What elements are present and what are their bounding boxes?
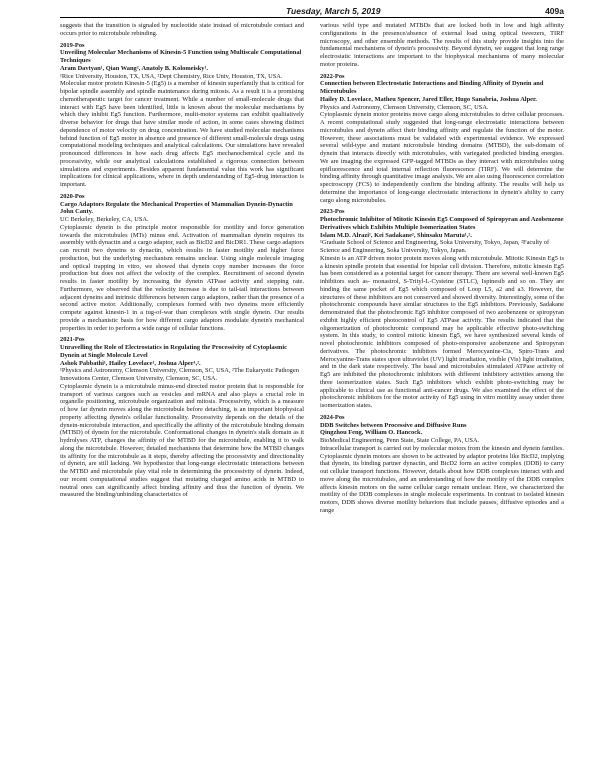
abstract-2020 (60, 193, 304, 333)
continued-text (320, 22, 564, 69)
header-date: Tuesday, March 5, 2019 (286, 6, 381, 16)
abstract-authors: Islam M.D. Alrazi¹, Kei Sadakane², Shinsaku Maruta¹,². (320, 231, 472, 239)
abstract-body: Kinesin is an ATP driven motor protein moves along with microtubule. Mitotic Kinesin Eg5 is a kinesin spindle protein that essential for bipolar cell division. Therefore, mitotic kinesin Eg5 has been considered as a potential target for cancer therapy. There are several well-known Eg5 inhibitors such as- monastrol, S-Trityl-L-Cysteine (STLC), Ispinesib and so on. They are binding the same pocket of Eg5 which composed of Loop L5, a2 and a3. However, the structures of these inhibitors are not conserved and showed diversity. Interestingly, some of the photochromic compounds have similar structures to the Eg5 inhibitors. Previously, Sadakane demonstrated that the photochromic Eg5 inhibitor composed of two azobenzene or spiropyran exhibit highly efficient photocontrol of Eg5 ATPase activity. The results indicated that the oligomerization of photochromic compound may be applicable effective photo-switching system. In this study, to control mitotic kinesin Eg5, we have synthesized several kinds of novel photochromic inhibitors composed of photo-responsive azobenzene and Spiropyran derivatives. The photochromic inhibitors formed Merocyanine-Cis, Spiro-Trans and Merocyanine-Trans states upon ultraviolet (UV) light irradiation, visible (Vis) light irradiation, and in the dark state respectively. The basal and microtubules stimulated ATPase activity of Eg5 are inhibited the photochromic inhibitors with different inhibitory activities among the three isomerization states. Such Eg5 inhibitors which exhibit photo-switching may be applicable to clinical use as functional anti-cancer drugs. We also examined the effect of the photochromic inhibitors for the motor activity of Eg5 using in vitro motility assay under three isomerization states. (320, 254, 564, 409)
abstract-title: Connection between Electrostatic Interactions and Binding Affinity of Dynein and Microtubules (320, 80, 544, 95)
abstract-body: Cytoplasmic dynein motor proteins move cargo along microtubules to drive cellular processes. A recent computational study suggested that long-range electrostatic interactions between microtubules and dynein affect their binding affinity and regulate the function of the motor. However, these associations must be validated with experimental evidence. We expressed several wild-type and mutant microtubule binding domains (MTBD), the sub-domain of dynein that interacts directly with microtubules, with variegated predicted binding energies. We are imaging the expressed GFP-tagged MTBDs as they interact with microtubules using epifluorescence and total internal reflection fluorescence (TIRF). We will determine the binding affinity through quantitative image analysis. We are also using fluorescence correlation spectroscopy (FCS) to independently confirm the binding affinity. The results will help us determine the importance of long-range electrostatic interactions in dynein's ability to carry cargo along microtubules. (320, 111, 564, 204)
abstract-affiliations: UC Berkeley, Berkeley, CA, USA. (60, 216, 149, 223)
abstract-id: 2020-Pos (60, 192, 85, 200)
abstract-title: DDB Switches between Processive and Diffusive Runs (320, 421, 467, 429)
header-rule (60, 17, 564, 18)
continued-text (60, 22, 304, 38)
abstract-id: 2019-Pos (60, 41, 85, 49)
abstract-authors: Ashok Pabbathi¹, Hailey Lovelace¹, Joshua Alper¹,². (60, 359, 201, 367)
abstract-body: Cytoplasmic dynein is a microtubule minus-end directed motor protein that is responsible for transport of various cargoes such as vesicles and mRNA and also plays a crucial role in organelle positioning, microtubule organization and mitosis. Processivity, which is a measure of how far dynein moves along the microtubule before detaching, is an important biophysical property affecting dynein's cellular functionality. Processivity depends on the details of the dynein-microtubule interaction, and specifically the affinity of the microtubule binding domain (MTBD) of dynein for the microtubule. Conformational changes in dynein's stalk domain as it hydrolyses ATP, changes the affinity of the MTBD for the microtubule, enabling it to walk along the microtubule. However, detailed mechanisms that determine how the MTBD changes its affinity for the microtubule as it steps, thereby affecting the processivity and directionality of dynein, are still lacking. We hypothesize that long-range electrostatic interactions between the MTBD and microtubule play vital role in determining the processivity of dynein. Indeed, our recent computational studies suggest that mutating charged amino acids in MTBD to neutral ones can significantly affect binding affinity and thus the function of dynein. We measured the binding/unbinding characteristics of (60, 382, 304, 499)
lead-text: suggests that the transition is signaled by nucleotide state instead of microtubule contact and occurs prior to microtubule rebinding. (60, 22, 304, 37)
abstract-authors: Hailey D. Lovelace, Matheu Spencer, Jared Eller, Hugo Sanabria, Joshua Alper. (320, 95, 537, 103)
abstract-2019 (60, 42, 304, 189)
abstract-authors: Qingzhou Feng, William O. Hancock. (320, 429, 423, 437)
abstract-id: 2022-Pos (320, 72, 345, 80)
abstract-id: 2021-Pos (60, 336, 85, 344)
abstract-body: Molecular motor protein Kinesin-5 (Eg5) is a member of kinesin superfamily that is critical for bipolar spindle assembly and spindle maintenance during mitosis. As a result it is a promising chemotherapeutic target for cancer treatment. While a number of small-molecule drugs that interact with Eg5 have been identified, little is known about the molecular mechanisms by which they inhibit Eg5 function. Furthermore, multi-motor systems can exhibit qualitatively diverse behavior for drugs that have similar mode of action, in some cases showing distinct dependence of motor velocity on drug concentration. We have studied molecular mechanisms behind function of Eg5 motor in absence and presence of different small-molecule drugs using computational modeling techniques and analytical calculations. Our simulations have revealed pronounced differences in how each drug affects Eg5 mechanochemical cycle and its processivity, while our analytical calculations established a rigorous connection between simulations and experiments. Besides apparent fundamental value this work has significant implications for clinical applications, where in depth understanding of Eg5-drug interaction is important. (60, 80, 304, 188)
page-number: 409a (545, 6, 564, 16)
abstract-id: 2023-Pos (320, 208, 345, 216)
abstract-title: Unravelling the Role of Electrostatics in Regulating the Processivity of Cytoplasmic Dynein at Single Molecule Level (60, 344, 287, 359)
left-column (60, 22, 304, 774)
abstract-affiliations: Physics and Astronomy, Clemson University, Clemson, SC, USA. (320, 103, 489, 111)
abstract-body: Intracellular transport is carried out by molecular motors from the kinesin and dynein families. Cytoplasmic dynein motors are shown to be activated by adaptor proteins like BicD2, implying that dynein, its binding partner dynactin, and BicD2 form an active complex (DDB) to carry out cellular transport functions. However, details about how DDB complexes interact with and move along the microtubules, and an understanding of how the motility of the DDB complex affects kinesin motors on the same cellular cargo remain unclear. Here, we characterized the motility of the DDB complexes in single molecule experiments. In contrast to isolated kinesin motors, DDB shows diverse motility behaviors that include pauses, diffusive episodes and a range (320, 444, 564, 514)
abstract-affiliations: ¹Graduate School of Science and Engineering, Soka University, Tokyo, Japan, ²Faculty of Science and Engineering, Soka University, Tokyo, Japan. (320, 239, 550, 254)
abstract-title: Unveiling Molecular Mechanisms of Kinesin-5 Function using Multiscale Computational Techniques (60, 49, 302, 64)
abstract-id: 2024-Pos (320, 413, 345, 421)
abstract-affiliations: BioMedical Engineering, Penn State, State College, PA, USA. (320, 437, 480, 444)
abstract-2024 (320, 414, 564, 515)
abstract-title: Cargo Adaptors Regulate the Mechanical Properties of Mammalian Dynein-Dynactin (60, 200, 293, 208)
abstract-affiliations: ¹Rice University, Houston, TX, USA, ²Dept Chemistry, Rice Univ, Houston, TX, USA. (60, 72, 283, 80)
abstract-affiliations: ¹Physics and Astronomy, Clemson University, Clemson, SC, USA, ²The Eukaryotic Pathogen Innovations Center, Clemson University, Clemson, SC, USA. (60, 367, 299, 382)
abstract-2023 (320, 208, 564, 410)
abstract-title: Photochromic Inhibitor of Mitotic Kinesin Eg5 Composed of Spiropyran and Azobenzene Derivatives which Exhibits Multiple Isomerization States (320, 216, 564, 231)
abstract-2022 (320, 73, 564, 205)
abstract-2021 (60, 336, 304, 499)
abstract-body: Cytoplasmic dynein is the principle motor responsible for motility and force generation towards the microtubules (MTs) minus end. Activation of mammalian dynein requires its assembly with dynactin and a cargo adaptor, such as BicD2 and BicDR1. These cargo adaptors can recruit two dyneins to dynactin, which results in faster motility and higher force production, but the underlying mechanism remains unclear. Using single molecule imaging and optical trapping in vitro, we showed that dynein copy number increases the force production but does not affect the velocity of the complex. Recruitment of second dynein results in faster motility by increasing the dynein ATPase activity and stepping rate. Furthermore, we observed that the velocity increase is due to tail-tail interactions between adjacent dyneins and intrinsic differences between cargo adaptors, rather than the presence of a second active motor. Additionally, complexes formed with two dyneins more efficiently compete against kinesin-1 in a tug-of-war than complexes with single dynein. Our results provide a mechanistic basis for how different cargo adaptors modulate dynein's mechanical properties in order to perform a wide range of cellular functions. (60, 223, 304, 332)
abstract-authors: John Canty. (60, 208, 94, 216)
right-column (320, 22, 564, 774)
lead-text: various wild type and mutated MTBDs that are locked both in low and high affinity configurations in the presence/absence of external load using optical tweezers, TIRF microscopy, and other ensemble methods. The results of this study provide insights into the fundamental mechanisms of dynein's processivity. Beyond dynein, we suggest that long range electrostatic interactions are important to the biophysical mechanisms of many molecular motor proteins. (320, 22, 564, 68)
abstract-authors: Aram Davtyan¹, Qian Wang², Anatoly B. Kolomeisky¹. (60, 64, 209, 72)
